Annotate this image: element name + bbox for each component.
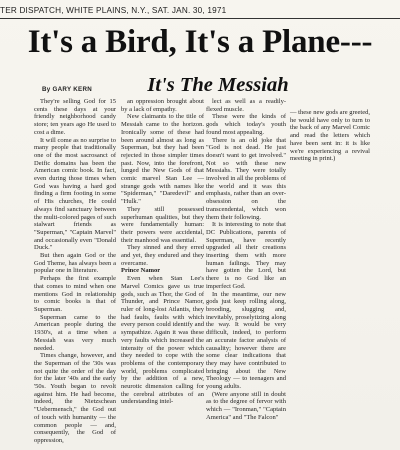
paragraph: These were the kinds of gods which today's youth found most appealing. — [206, 113, 286, 136]
byline: By GARY KERN — [42, 86, 93, 93]
paragraph: They sinned and they erred and yet, they endured and they overcame. — [121, 244, 204, 267]
article-column-4 — [290, 109, 370, 163]
subheadline: It's The Messiah — [147, 74, 289, 96]
header-rule — [0, 18, 400, 19]
paragraph: Perhaps the first example that comes to mind when one mentions God in relationship to comic books is that of Superman. — [34, 275, 116, 313]
paragraph: New claimants to the title of Messiah came to the horizon. Ironically some of these had been around almost as long as Superman, but they had been rejected in those simpler times past. Now, into the forefront, lunged the New Gods of that comic marvel Stan Lee — strange gods with names like "Spiderman," "Daredevil" and "Hulk." — [121, 113, 204, 206]
article-column-1 — [34, 98, 116, 445]
paragraph: They still possessed superhuman qualities, but they were fundamentally human: their powers were accidental, their manhood was essential. — [121, 205, 204, 244]
paragraph: They're selling God for 15 cents these days at your friendly neighborhood candy store; ten years ago He used to cost a dime. — [34, 98, 116, 136]
dateline: TER DISPATCH, WHITE PLAINS, N.Y., SAT. JAN. 30, 1971 — [0, 6, 227, 15]
paragraph: There is an old joke that "God is not dead. He just doesn't want to get involved." Not so with these new Messiahs. They were totally involved in all the problems of the world and it was this emphasis, rather than an over-obsession on the transcendental, which won them their following. — [206, 136, 286, 221]
paragraph: an oppression brought about by a lack of empathy. — [121, 98, 204, 113]
section-subheading: Prince Namor — [121, 267, 161, 275]
paragraph: It is interesting to note that DC Publications, parents of Superman, have recently upgraded all their creations inserting them with more human failings. They may have gotten the Lord, but there is no God like an imperfect God. — [206, 221, 286, 290]
headline: It's a Bird, It's a Plane--- — [27, 24, 373, 60]
paragraph: lect as well as a readily-flexed muscle. — [206, 98, 286, 113]
paragraph: But then again God or the God Theme, has always been a popular one in literature. — [34, 252, 116, 275]
paragraph: Superman came to the American people during the 1930's, at a time when a Messiah was very much needed. — [34, 313, 116, 352]
paragraph: It will come as no surprise to many people that traditionally one of the most sacrosanct of Deific domains has been the American comic book. In fact, even during those times when God was having a hard god finding a firm footing in some of His churches, He could always find sanctuary between the multi-colored pages of such stalwart friends as "Superman," "Captain Marvel" and occasionally even "Donald Duck." — [34, 136, 116, 252]
paragraph: Even when Stan Lee's Marvel Comics gave us true gods, such as Thor, the God of Thunder, and Prince Namor, ruler of long-lost Atlantis, they had faults, faults with which every person could identify and sympathize. Again it was these very faults which increased the intensity of the power which they needed to cope with the problems of the contemporary world, problems complicated by the addition of a new, neurotic dimension calling for the cerebral attributes of an understanding intel- — [121, 275, 204, 406]
article-column-3 — [206, 98, 286, 422]
article-column-2 — [121, 98, 204, 406]
paragraph: Times change, however, and the Superman of the '30s was not quite the order of the day for the later '40s and the early '50s. Youth began to revolt against him. He had become, indeed, the Nietzschean "Uebermensch," the God out of touch with humanity — the common people — and, consequently, the God of oppression, — [34, 352, 116, 444]
paragraph: (Were anyone still in doubt as to the degree of fervor with which — "Ironman," "Captain America" and "The Falcon" — [206, 390, 286, 421]
paragraph: In the meantime, our new gods just keep rolling along, brooding, slugging and, inevitably, proselytizing along the way. It would be very difficult, indeed, to perform an accurate factor analysis of causality; however there are some clear indications that they may have contributed to bringing about the New Theology — to teenagers and young adults. — [206, 290, 286, 391]
paragraph: — these new gods are greeted, he would have only to turn to the back of any Marvel Comic and read the letters which have been sent in: it is like we're experiencing a revival meeting in print.) — [290, 109, 370, 163]
